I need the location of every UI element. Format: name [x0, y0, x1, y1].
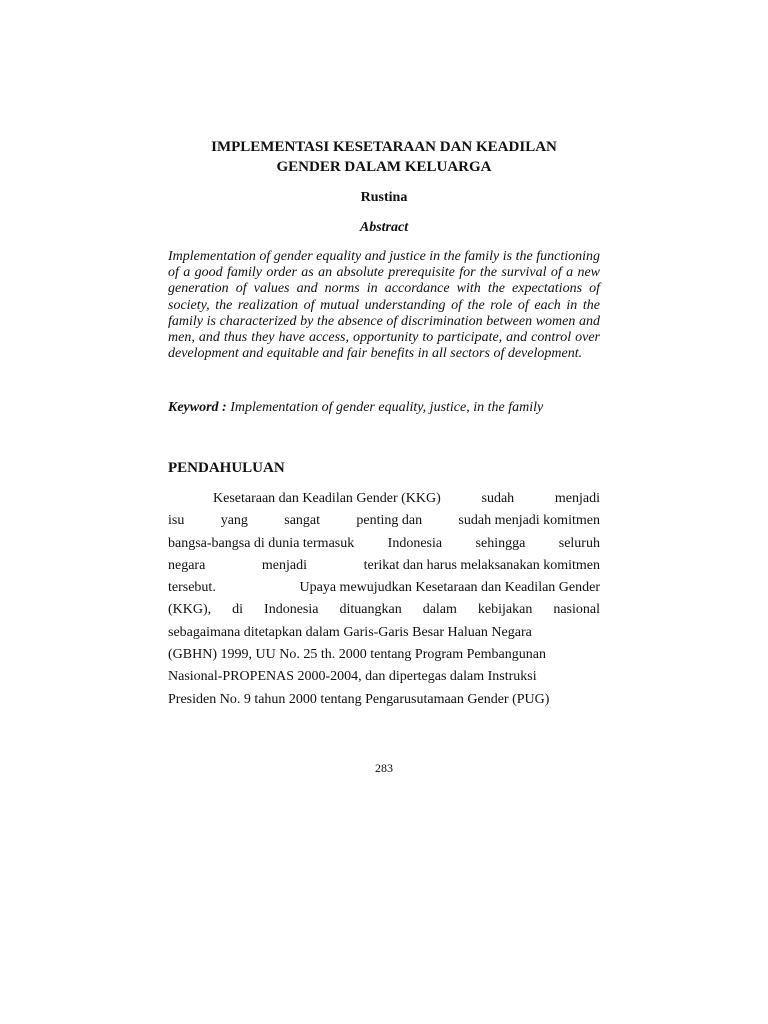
- body-segment: penting dan: [356, 513, 423, 529]
- body-segment: tersebut.: [168, 580, 216, 596]
- body-segment: (GBHN) 1999, UU No. 25 th. 2000 tentang Program Pembangunan: [168, 647, 546, 663]
- keywords: [168, 399, 608, 417]
- body-segment: sehingga: [475, 535, 526, 551]
- body-segment: Indonesia: [387, 535, 443, 551]
- body-segment: bangsa-bangsa di dunia termasuk: [168, 535, 355, 551]
- body-segment: dalam: [422, 602, 457, 618]
- body-line: [168, 666, 600, 688]
- body-segment: negara: [168, 557, 206, 573]
- keyword-label: Keyword :: [168, 400, 227, 415]
- body-segment: yang: [220, 513, 248, 529]
- body-line: [168, 577, 600, 599]
- body-segment: (KKG),: [168, 602, 212, 618]
- body-segment: isu: [168, 513, 185, 529]
- body-segment: di: [232, 602, 244, 618]
- body-segment: sudah: [481, 491, 515, 506]
- body-segment: Kesetaraan dan Keadilan Gender (KKG): [213, 491, 441, 506]
- body-segment: Nasional-PROPENAS 2000-2004, dan dipertegas dalam Instruksi: [168, 669, 537, 685]
- paper-title: IMPLEMENTASI KESETARAAN DAN KEADILAN GENDER DALAM KELUARGA: [211, 139, 557, 175]
- body-segment: menjadi: [554, 491, 600, 506]
- body-segment: dituangkan: [339, 602, 402, 618]
- body-segment: nasional: [553, 602, 600, 618]
- body-segment: sangat: [284, 513, 321, 529]
- body-line: [168, 533, 600, 555]
- body-segment: kebijakan: [477, 602, 533, 618]
- abstract-text: Implementation of gender equality and justice in the family is the functioning of a good family order as an absolute prerequisite for the survival of a new generation of values and norms in accordance with the expectations of society, the realization of mutual understanding of the role of each in the family is characterized by the absence of discrimination between women and men, and thus they have access, opportunity to participate, and control over development and equitable and fair benefits in all sectors of development.: [168, 249, 600, 362]
- body-segment: Presiden No. 9 tahun 2000 tentang Pengarusutamaan Gender (PUG): [168, 691, 550, 707]
- body-paragraph: [168, 488, 600, 711]
- abstract-heading: Abstract: [359, 220, 409, 235]
- body-segment: sudah menjadi komitmen: [458, 513, 600, 529]
- body-segment: menjadi: [261, 557, 308, 573]
- body-line: [168, 622, 600, 644]
- body-line: [168, 555, 600, 577]
- body-line: [168, 644, 600, 666]
- body-segment: seluruh: [558, 535, 600, 551]
- section-heading: PENDAHULUAN: [168, 460, 285, 476]
- author-name: Rustina: [360, 190, 408, 205]
- body-line: [168, 510, 600, 532]
- body-line: [168, 599, 600, 621]
- body-segment: Indonesia: [264, 602, 319, 618]
- body-segment: Upaya mewujudkan Kesetaraan dan Keadilan Gender: [299, 580, 600, 596]
- keyword-text: Implementation of gender equality, justice, in the family: [230, 400, 544, 415]
- body-segment: terikat dan harus melaksanakan komitmen: [363, 557, 600, 573]
- body-line: [168, 689, 600, 711]
- page-number: 283: [375, 761, 393, 775]
- body-segment: sebagaimana ditetapkan dalam Garis-Garis Besar Haluan Negara: [168, 624, 532, 640]
- body-line: [168, 488, 600, 510]
